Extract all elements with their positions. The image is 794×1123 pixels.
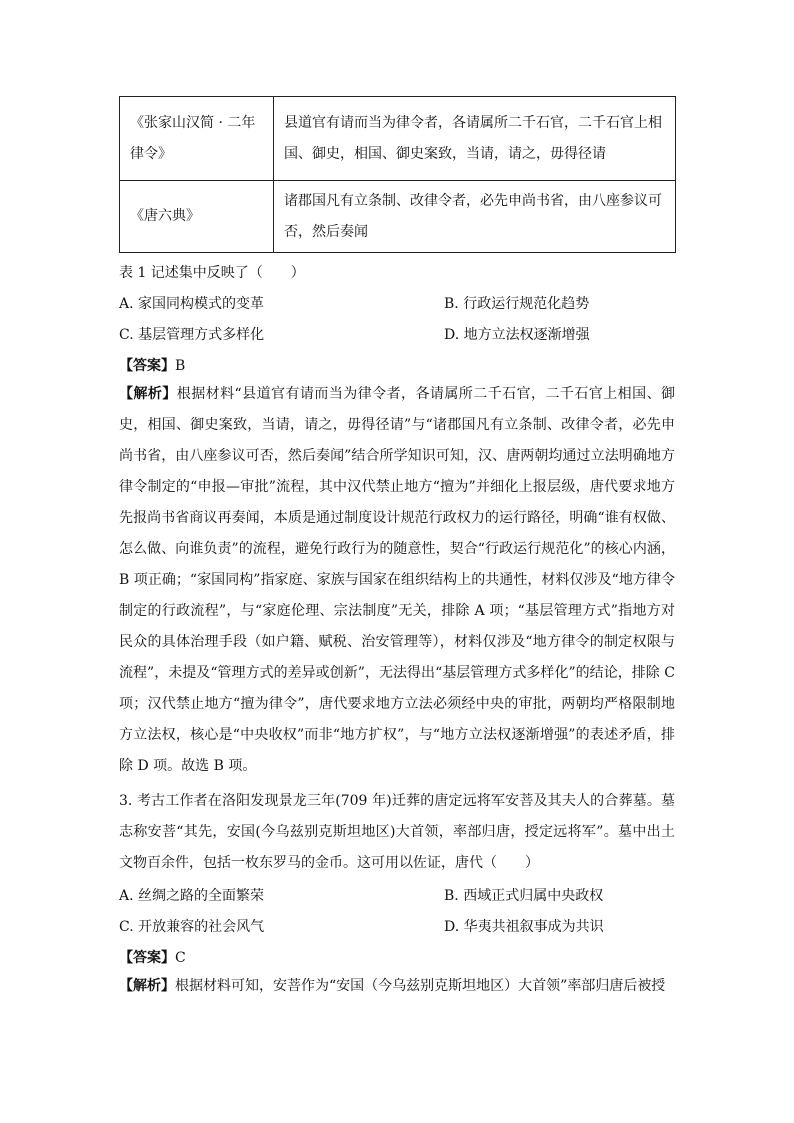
option-b: B. 西域正式归属中央政权 [444,888,604,904]
table-cell-source: 《张家山汉简 · 二年律令》 [120,97,274,181]
table-cell-content: 县道官有请而当为律令者，各请属所二千石官，二千石官上相国、御史，相国、御史案致，当请，请之，毋得径请 [274,97,676,181]
analysis-text: 根据材料“县道官有请而当为律令者，各请属所二千石官，二千石官上相国、御史，相国、御史案致，当请，请之，毋得径请”与“诸郡国凡有立条制、改律令者，必先申尚书省，由八座参议可否，然后奏闻”结合所学知识可知，汉、唐两朝均通过立法明确地方律令制定的“申报—审批”流程，其中汉代禁止地方“擅为”并细化上报层级，唐代要求地方先报尚书省商议再奏闻，本质是通过制度设计规范行政权力的运行路径，明确“谁有权做、怎么做、向谁负责”的流程，避免行政行为的随意性，契合“行政运行规范化”的核心内涵，B 项正确；“家国同构”指家庭、家族与国家在组织结构上的共通性，材料仅涉及“地方律令制定的行政流程”，与“家庭伦理、宗法制度”无关，排除 A 项；“基层管理方式”指地方对民众的具体治理手段（如户籍、赋税、治安管理等），材料仅涉及“地方律令的制定权限与流程”，未提及“管理方式的差异或创新”，无法得出“基层管理方式多样化”的结论，排除 C 项；汉代禁止地方“擅为律令”，唐代要求地方立法必须经中央的审批，两朝均严格限制地方立法权，核心是“中央收权”而非“地方扩权”，与“地方立法权逐渐增强”的表述矛盾，排除 D 项。故选 B 项。 [119,386,676,774]
option-d: D. 地方立法权逐渐增强 [444,327,590,343]
answer-value: B [175,358,186,374]
analysis-tag: 【解析】 [119,386,177,402]
option-b: B. 行政运行规范化趋势 [444,296,590,312]
table-row [120,97,676,181]
table-row [120,181,676,253]
answer-line [119,947,186,967]
option-c: C. 基层管理方式多样化 [119,327,265,343]
option-a: A. 丝绸之路的全面繁荣 [119,888,265,904]
answer-line [119,355,185,375]
answer-value: C [175,950,186,966]
analysis-tag: 【解析】 [119,978,175,994]
table-cell-content: 诸郡国凡有立条制、改律令者，必先申尚书省，由八座参议可否，然后奏闻 [274,181,676,253]
option-d: D. 华夷共祖叙事成为共识 [444,919,604,935]
question-stem: 表 1 记述集中反映了（ ） [119,265,305,281]
source-table [119,96,676,253]
answer-tag: 【答案】 [119,950,175,966]
question-stem: 3. 考古工作者在洛阳发现景龙三年(709 年)迁葬的唐定远将军安菩及其夫人的合葬墓。墓志称安菩“其先，安国(今乌兹别克斯坦地区)大首领，率部归唐，授定远将军”。墓中出土文物百余件，包括一枚东罗马的金币。这可用以佐证，唐代（ ） [119,793,675,871]
analysis-paragraph [119,971,675,1002]
analysis-text: 根据材料可知，安菩作为“安国（今乌兹别克斯坦地区）大首领”率部归唐后被授 [175,978,666,994]
table-cell-source: 《唐六典》 [120,181,274,253]
answer-tag: 【答案】 [119,358,175,374]
analysis-paragraph [119,379,675,782]
option-a: A. 家国同构模式的变革 [119,296,265,312]
option-c: C. 开放兼容的社会风气 [119,919,265,935]
